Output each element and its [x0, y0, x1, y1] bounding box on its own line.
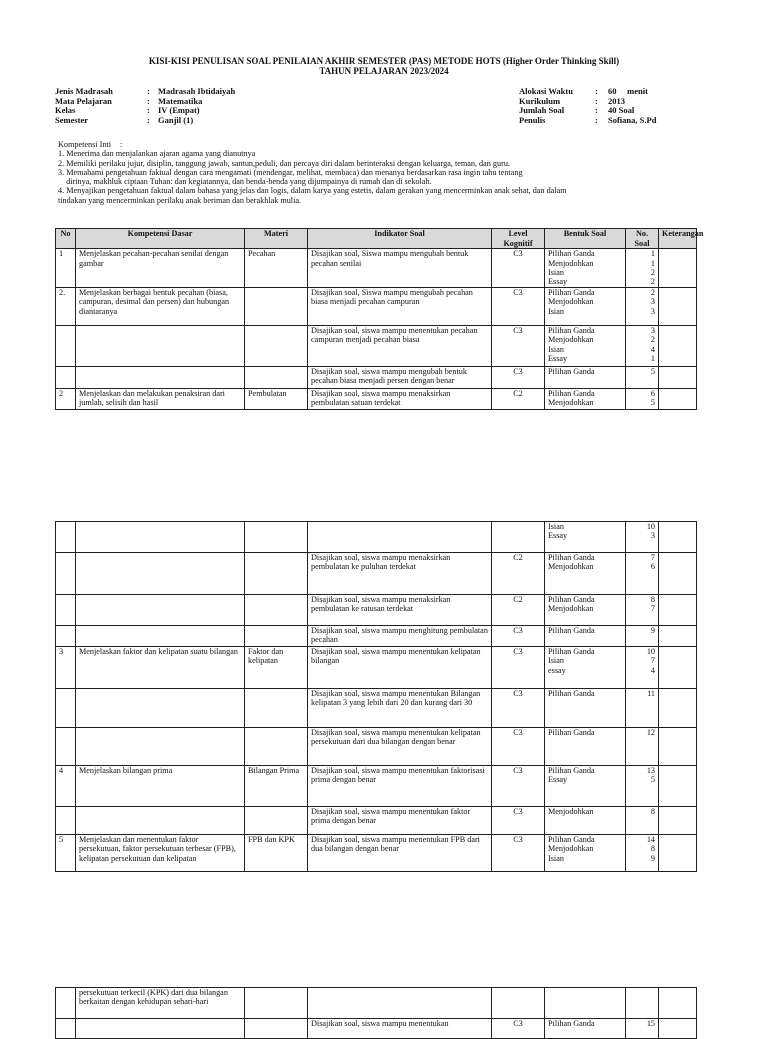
no-soal-item: 13 — [646, 766, 655, 775]
no-soal-item: 15 — [646, 1019, 655, 1028]
info-sep: : — [147, 86, 150, 96]
cell-keterangan — [659, 626, 697, 647]
cell-no — [56, 366, 76, 388]
info-label: Alokasi Waktu — [519, 86, 573, 96]
table-row — [56, 689, 697, 728]
cell-no-soal — [626, 366, 659, 388]
table-row — [56, 626, 697, 647]
cell-no — [56, 807, 76, 835]
cell-keterangan — [659, 287, 697, 325]
info-sep: : — [147, 95, 150, 106]
bentuk-item: Essay — [548, 775, 568, 785]
cell-keterangan — [659, 647, 697, 689]
table-row — [56, 366, 697, 388]
no-soal-item: 2 — [650, 287, 655, 297]
bentuk-item: Pilihan Ganda — [548, 626, 595, 635]
info-label: Kurikulum — [519, 95, 561, 106]
cell-no-soal — [626, 626, 659, 647]
table-row — [56, 988, 697, 1019]
cell-kompetensi-dasar: Menjelaskan dan melakukan penaksiran dari jumlah, selisih dan hasil — [76, 388, 245, 409]
cell-bentuk — [545, 766, 626, 807]
no-soal-item: 5 — [650, 775, 655, 785]
no-soal-item: 14 — [646, 835, 655, 844]
cell-keterangan — [659, 835, 697, 872]
no-soal-item: 10 — [646, 522, 655, 531]
col-header-level: Level Kognitif — [492, 229, 545, 249]
no-soal-item: 12 — [646, 728, 655, 737]
cell-keterangan — [659, 522, 697, 553]
cell-keterangan — [659, 249, 697, 288]
cell-level — [492, 988, 545, 1019]
cell-bentuk — [545, 553, 626, 595]
cell-kompetensi-dasar — [76, 626, 245, 647]
cell-level: C3 — [492, 626, 545, 647]
cell-no — [56, 988, 76, 1019]
bentuk-item: Menjodohkan — [548, 335, 594, 345]
cell-kompetensi-dasar: Menjelaskan dan menentukan faktor persekutuan, faktor persekutuan terbesar (FPB), kelipatan persekutuan dan kelipatan — [76, 835, 245, 872]
no-soal-item: 3 — [650, 531, 655, 541]
cell-materi — [245, 689, 308, 728]
no-soal-item: 7 — [650, 656, 655, 666]
kompetensi-inti-line: 3. Memahami pengetahuan faktual dengan cara mengamati (mendengar, melihat, membaca) dan menanya berdasarkan rasa ingin tahu tentang — [58, 167, 523, 177]
no-soal-item: 8 — [650, 807, 655, 816]
cell-indikator — [308, 988, 492, 1019]
no-soal-item: 7 — [650, 553, 655, 562]
info-value: Madrasah Ibtidaiyah — [158, 86, 236, 96]
kompetensi-inti-line: 2. Memiliki perilaku jujur, disiplin, tanggung jawab, santun,peduli, dan percaya diri dalam berinteraksi dengan keluarga, teman, dan guru. — [58, 158, 510, 168]
bentuk-item: Menjodohkan — [548, 258, 594, 268]
cell-no: 3 — [56, 647, 76, 689]
cell-kompetensi-dasar: persekutuan terkecil (KPK) dari dua bilangan berkaitan dengan kehidupan sehari-hari — [76, 988, 245, 1019]
cell-no-soal — [626, 988, 659, 1019]
no-soal-item: 7 — [650, 604, 655, 614]
cell-materi: Bilangan Prima — [245, 766, 308, 807]
no-soal-item: 3 — [650, 306, 655, 316]
kompetensi-inti-heading: Kompetensi Inti — [58, 140, 111, 149]
kompetensi-inti-line: 4. Menyajikan pengetahuan faktual dalam bahasa yang jelas dan logis, dalam karya yang estetis, dalam gerakan yang mencerminkan anak sehat, dan dalam — [58, 186, 567, 196]
info-label: Jumlah Soal — [519, 105, 565, 116]
cell-bentuk — [545, 626, 626, 647]
table-row — [56, 388, 697, 409]
cell-no: 5 — [56, 835, 76, 872]
bentuk-item: Pilihan Ganda — [548, 766, 595, 775]
bentuk-item: essay — [548, 665, 566, 675]
bentuk-item: Pilihan Ganda — [548, 1019, 595, 1028]
cell-kompetensi-dasar — [76, 325, 245, 366]
cell-no-soal — [626, 595, 659, 626]
bentuk-item: Essay — [548, 531, 568, 541]
bentuk-item: Menjodohkan — [548, 562, 594, 572]
bentuk-item: Menjodohkan — [548, 844, 594, 854]
no-soal-item: 9 — [650, 626, 655, 635]
cell-bentuk — [545, 988, 626, 1019]
cell-materi — [245, 728, 308, 766]
cell-keterangan — [659, 388, 697, 409]
info-label: Penulis — [519, 114, 546, 125]
cell-no-soal — [626, 249, 659, 288]
kisi-kisi-table-continued-2 — [55, 987, 697, 1039]
info-label: Kelas — [55, 105, 76, 116]
cell-keterangan — [659, 689, 697, 728]
no-soal-item: 8 — [650, 595, 655, 604]
cell-no-soal — [626, 807, 659, 835]
kompetensi-inti-line: tindakan yang mencerminkan perilaku anak beriman dan berakhlak mulia. — [58, 195, 302, 205]
bentuk-item: Pilihan Ganda — [548, 689, 595, 698]
kompetensi-inti-heading-row — [58, 140, 708, 149]
cell-no-soal — [626, 728, 659, 766]
kompetensi-inti-line: dirinya, makhluk ciptaan Tuhan: dan kegiatannya, dan benda-benda yang dijumpainya di rumah dan di sekolah. — [58, 177, 432, 187]
bentuk-item: Pilihan Ganda — [548, 553, 595, 562]
cell-no-soal — [626, 522, 659, 553]
cell-no: 2 — [56, 388, 76, 409]
document-title-line2: TAHUN PELAJARAN 2023/2024 — [319, 66, 449, 76]
cell-level: C3 — [492, 325, 545, 366]
cell-level: C3 — [492, 728, 545, 766]
cell-indikator: Disajikan soal, siswa mampu menghitung pembulatan pecahan — [308, 626, 492, 647]
table-row — [56, 522, 697, 553]
col-header-indikator: Indikator Soal — [308, 229, 492, 249]
info-value: 2013 — [608, 95, 625, 106]
cell-indikator: Disajikan soal, siswa mampu menentukan kelipatan persekutuan dari dua bilangan dengan benar — [308, 728, 492, 766]
no-soal-item: 1 — [650, 354, 655, 364]
cell-kompetensi-dasar — [76, 728, 245, 766]
table-row — [56, 287, 697, 325]
info-sep: : — [595, 114, 598, 125]
cell-bentuk — [545, 647, 626, 689]
info-value: Matematika — [158, 95, 203, 106]
bentuk-item: Pilihan Ganda — [548, 728, 595, 737]
no-soal-item: 2 — [650, 268, 655, 277]
info-sep: : — [595, 105, 598, 116]
cell-bentuk — [545, 1019, 626, 1039]
no-soal-item: 6 — [650, 562, 655, 572]
kisi-kisi-table — [55, 228, 704, 410]
cell-materi — [245, 522, 308, 553]
info-sep: : — [595, 95, 598, 106]
cell-no-soal — [626, 1019, 659, 1039]
cell-indikator: Disajikan soal, siswa mampu menentukan — [308, 1019, 492, 1039]
no-soal-item: 6 — [650, 388, 655, 398]
bentuk-item: Pilihan Ganda — [548, 835, 595, 844]
cell-indikator: Disajikan soal, siswa mampu menentukan faktorisasi prima dengan benar — [308, 766, 492, 807]
kompetensi-inti — [58, 140, 708, 205]
cell-keterangan — [659, 553, 697, 595]
bentuk-item: Pilihan Ganda — [548, 249, 595, 259]
cell-materi — [245, 626, 308, 647]
cell-materi: FPB dan KPK — [245, 835, 308, 872]
cell-bentuk — [545, 287, 626, 325]
cell-level: C2 — [492, 553, 545, 595]
table-row — [56, 595, 697, 626]
cell-indikator: Disajikan soal, siswa mampu menaksirkan pembulatan ke puluhan terdekat — [308, 553, 492, 595]
info-row — [55, 116, 235, 126]
cell-no — [56, 626, 76, 647]
cell-materi — [245, 988, 308, 1019]
bentuk-item: Pilihan Ganda — [548, 287, 595, 297]
cell-level: C3 — [492, 1019, 545, 1039]
bentuk-item: Pilihan Ganda — [548, 325, 595, 335]
bentuk-item: Isian — [548, 344, 564, 354]
col-header-keterangan: Keterangan — [659, 229, 697, 249]
table-row — [56, 1019, 697, 1039]
cell-indikator: Disajikan soal, siswa mampu menentukan kelipatan bilangan — [308, 647, 492, 689]
table-header-row — [56, 229, 697, 249]
bentuk-item: Menjodohkan — [548, 297, 594, 307]
cell-no — [56, 522, 76, 553]
info-value: 40 Soal — [608, 105, 635, 116]
cell-no-soal — [626, 553, 659, 595]
cell-no-soal — [626, 766, 659, 807]
bentuk-item: Menjodohkan — [548, 604, 594, 614]
info-right — [519, 87, 656, 125]
cell-no: 4 — [56, 766, 76, 807]
cell-indikator: Disajikan soal, siswa mampu menentukan FPB dari dua bilangan dengan benar — [308, 835, 492, 872]
cell-indikator: Disajikan soal, siswa mampu menaksirkan pembulatan satuan terdekat — [308, 388, 492, 409]
no-soal-item: 1 — [650, 249, 655, 259]
no-soal-item: 4 — [650, 344, 655, 354]
bentuk-item: Isian — [548, 522, 564, 531]
cell-keterangan — [659, 595, 697, 626]
kompetensi-inti-line: 1. Menerima dan menjalankan ajaran agama yang dianutnya — [58, 149, 256, 159]
info-row — [55, 97, 235, 107]
no-soal-item: 3 — [650, 297, 655, 307]
cell-bentuk — [545, 388, 626, 409]
kisi-kisi-table-continued — [55, 521, 697, 872]
cell-materi — [245, 366, 308, 388]
info-sep: : — [147, 105, 150, 116]
cell-level: C3 — [492, 766, 545, 807]
table-row — [56, 325, 697, 366]
no-soal-item: 2 — [650, 335, 655, 345]
table-row — [56, 647, 697, 689]
col-header-no: No — [56, 229, 76, 249]
cell-level — [492, 522, 545, 553]
cell-bentuk — [545, 835, 626, 872]
bentuk-item: Pilihan Ganda — [548, 647, 595, 656]
cell-level: C2 — [492, 388, 545, 409]
cell-level: C3 — [492, 249, 545, 288]
no-soal-item: 11 — [647, 689, 655, 698]
info-label: Mata Pelajaran — [55, 95, 112, 106]
cell-keterangan — [659, 988, 697, 1019]
cell-no — [56, 553, 76, 595]
cell-kompetensi-dasar — [76, 553, 245, 595]
cell-kompetensi-dasar: Menjelaskan faktor dan kelipatan suatu bilangan — [76, 647, 245, 689]
bentuk-item: Essay — [548, 354, 568, 364]
cell-level: C3 — [492, 807, 545, 835]
cell-level: C3 — [492, 689, 545, 728]
cell-materi — [245, 595, 308, 626]
cell-keterangan — [659, 728, 697, 766]
cell-keterangan — [659, 1019, 697, 1039]
table-row — [56, 807, 697, 835]
cell-level: C3 — [492, 287, 545, 325]
table-row — [56, 728, 697, 766]
bentuk-item: Menjodohkan — [548, 807, 594, 816]
cell-indikator — [308, 522, 492, 553]
no-soal-item: 5 — [650, 398, 655, 408]
cell-indikator: Disajikan soal, siswa mampu mengubah bentuk pecahan biasa menjadi persen dengan benar — [308, 366, 492, 388]
table-row — [56, 766, 697, 807]
cell-bentuk — [545, 366, 626, 388]
cell-materi — [245, 287, 308, 325]
bentuk-item: Isian — [548, 306, 564, 316]
cell-no — [56, 325, 76, 366]
bentuk-item: Isian — [548, 656, 564, 666]
cell-level: C3 — [492, 835, 545, 872]
document-title-line1: KISI-KISI PENULISAN SOAL PENILAIAN AKHIR SEMESTER (PAS) METODE HOTS (Higher Order Thinking Skill) — [148, 56, 620, 66]
cell-no-soal — [626, 835, 659, 872]
no-soal-item: 3 — [650, 325, 655, 335]
no-soal-item: 8 — [650, 844, 655, 854]
cell-materi — [245, 553, 308, 595]
no-soal-item: 1 — [650, 258, 655, 268]
cell-indikator: Disajikan soal, siswa mampu menaksirkan pembulatan ke ratusan terdekat — [308, 595, 492, 626]
cell-level: C2 — [492, 595, 545, 626]
cell-kompetensi-dasar — [76, 595, 245, 626]
cell-no-soal — [626, 388, 659, 409]
cell-keterangan — [659, 766, 697, 807]
cell-bentuk — [545, 325, 626, 366]
cell-bentuk — [545, 807, 626, 835]
info-value: Ganjil (1) — [158, 114, 194, 125]
cell-indikator: Disajikan soal, Siswa mampu mengubah pecahan biasa menjadi pecahan campuran — [308, 287, 492, 325]
no-soal-item: 10 — [646, 647, 655, 656]
cell-keterangan — [659, 807, 697, 835]
col-header-bentuk: Bentuk Soal — [545, 229, 626, 249]
cell-kompetensi-dasar — [76, 807, 245, 835]
cell-bentuk — [545, 595, 626, 626]
col-header-kompetensi-dasar: Kompetensi Dasar — [76, 229, 245, 249]
info-row — [519, 116, 656, 126]
bentuk-item: Essay — [548, 277, 568, 287]
col-header-no-soal: No. Soal — [626, 229, 659, 249]
cell-indikator: Disajikan soal, siswa mampu menentukan faktor prima dengan benar — [308, 807, 492, 835]
no-soal-item: 2 — [650, 277, 655, 287]
cell-bentuk — [545, 522, 626, 553]
cell-kompetensi-dasar — [76, 689, 245, 728]
no-soal-item: 9 — [650, 853, 655, 863]
cell-indikator: Disajikan soal, siswa mampu menentukan pecahan campuran menjadi pecahan biasa — [308, 325, 492, 366]
col-header-materi: Materi — [245, 229, 308, 249]
no-soal-item: 4 — [650, 665, 655, 675]
cell-no-soal — [626, 287, 659, 325]
cell-kompetensi-dasar — [76, 366, 245, 388]
cell-indikator: Disajikan soal, siswa mampu menentukan Bilangan kelipatan 3 yang lebih dari 20 dan kurang dari 30 — [308, 689, 492, 728]
info-sep: : — [147, 114, 150, 125]
cell-materi — [245, 325, 308, 366]
info-sep: : — [595, 86, 598, 96]
bentuk-item: Isian — [548, 853, 564, 863]
cell-no-soal — [626, 689, 659, 728]
cell-kompetensi-dasar: Menjelaskan bilangan prima — [76, 766, 245, 807]
cell-bentuk — [545, 728, 626, 766]
cell-keterangan — [659, 325, 697, 366]
kompetensi-inti-sep: : — [120, 140, 123, 149]
info-value: IV (Empat) — [158, 105, 200, 116]
cell-level: C3 — [492, 366, 545, 388]
cell-kompetensi-dasar: Menjelaskan pecahan-pecahan senilai dengan gambar — [76, 249, 245, 288]
cell-no — [56, 689, 76, 728]
cell-level: C3 — [492, 647, 545, 689]
no-soal-item: 5 — [650, 366, 655, 376]
cell-bentuk — [545, 689, 626, 728]
cell-materi: Faktor dan kelipatan — [245, 647, 308, 689]
cell-no: 2. — [56, 287, 76, 325]
cell-kompetensi-dasar — [76, 522, 245, 553]
bentuk-item: Isian — [548, 268, 564, 277]
cell-kompetensi-dasar — [76, 1019, 245, 1039]
bentuk-item: Pilihan Ganda — [548, 595, 595, 604]
info-value: 60 menit — [608, 86, 648, 96]
info-label: Jenis Madrasah — [55, 86, 113, 96]
table-row — [56, 249, 697, 288]
bentuk-item: Pilihan Ganda — [548, 388, 595, 398]
cell-bentuk — [545, 249, 626, 288]
cell-no — [56, 595, 76, 626]
cell-kompetensi-dasar: Menjelaskan berbagai bentuk pecahan (biasa, campuran, desimal dan persen) dan hubungan diantaranya — [76, 287, 245, 325]
info-left — [55, 87, 235, 125]
table-row — [56, 835, 697, 872]
table-row — [56, 553, 697, 595]
cell-no-soal — [626, 325, 659, 366]
cell-no — [56, 728, 76, 766]
cell-materi — [245, 807, 308, 835]
cell-materi: Pembulatan — [245, 388, 308, 409]
bentuk-item: Pilihan Ganda — [548, 366, 595, 376]
cell-no-soal — [626, 647, 659, 689]
cell-materi: Pecahan — [245, 249, 308, 288]
cell-materi — [245, 1019, 308, 1039]
cell-indikator: Disajikan soal, Siswa mampu mengubah bentuk pecahan senilai — [308, 249, 492, 288]
info-value: Sofiana, S.Pd — [608, 114, 657, 125]
cell-no: 1 — [56, 249, 76, 288]
cell-no — [56, 1019, 76, 1039]
info-label: Semester — [55, 114, 89, 125]
cell-keterangan — [659, 366, 697, 388]
bentuk-item: Menjodohkan — [548, 398, 594, 408]
